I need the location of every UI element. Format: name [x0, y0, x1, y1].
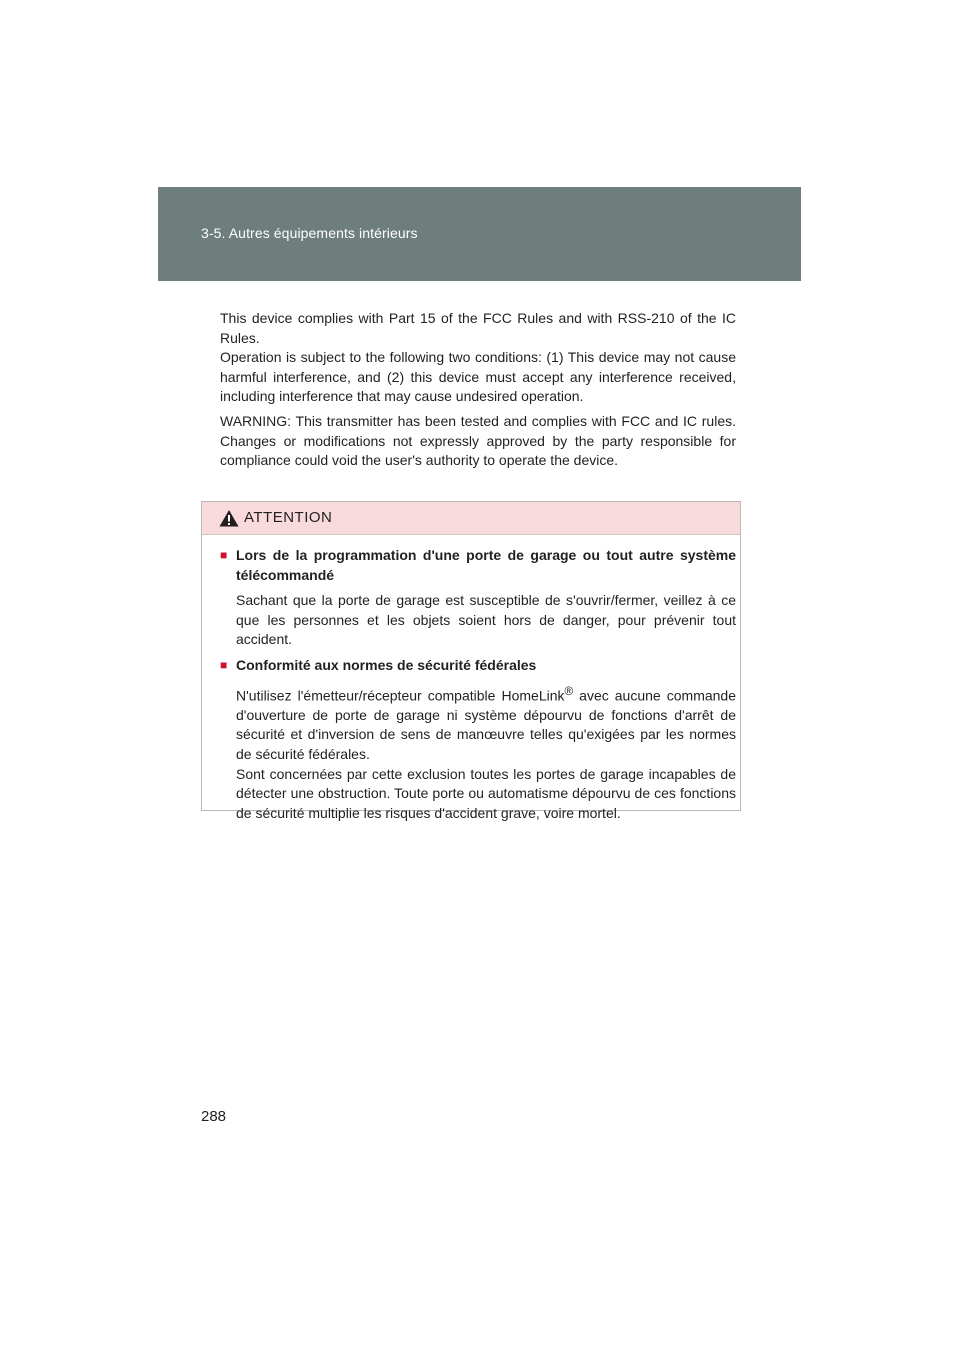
warning-text: WARNING: This transmitter has been tested and complies with FCC and IC rules. Changes or modifications not expressly approved by the party responsible for compliance could void the user's authority to operate the device.: [220, 412, 736, 469]
item-heading: ■ Conformité aux normes de sécurité fédérales: [220, 656, 736, 676]
attention-box: [201, 501, 741, 821]
square-bullet-icon: ■: [220, 657, 228, 672]
attention-header: [202, 502, 740, 535]
attention-body: [220, 546, 736, 829]
attention-label: ATTENTION: [244, 509, 333, 526]
compliance-text: This device complies with Part 15 of the FCC Rules and with RSS-210 of the IC Rules. Operation is subject to the following two conditions: (1) This device may not cause harmful interference, and (2) this device must accept any interference received, including interference that may cause undesired operation.: [220, 310, 736, 405]
registered-mark: ®: [564, 684, 574, 698]
item-text: Sachant que la porte de garage est susceptible de s'ouvrir/fermer, veillez à ce que les personnes et les objets soient hors de danger, pour prévenir tout accident.: [236, 592, 736, 648]
item-heading: ■ Lors de la programmation d'une porte de garage ou tout autre système télécommandé: [220, 546, 736, 585]
square-bullet-icon: ■: [220, 548, 228, 562]
section-title: 3-5. Autres équipements intérieurs: [201, 225, 418, 241]
page-number: 288: [201, 1108, 227, 1125]
warning-triangle-icon: [219, 509, 239, 527]
section-header: [158, 187, 801, 281]
fcc-notice: [220, 309, 736, 476]
item-text: N'utilisez l'émetteur/récepteur compatible HomeLink® avec aucune commande d'ouverture de porte de garage ni système dépourvu de fonctions d'arrêt de sécurité et d'inversion de sens de manœuvre telles qu'exigées par les normes de sécurité fédérales. Sont concernées par cette exclusion toutes les portes de garage incapables de détecter une obstruction. Toute porte ou automatisme dépourvu de ces fonctions de sécurité multiplie les risques d'accident grave, voire mortel.: [236, 684, 736, 821]
